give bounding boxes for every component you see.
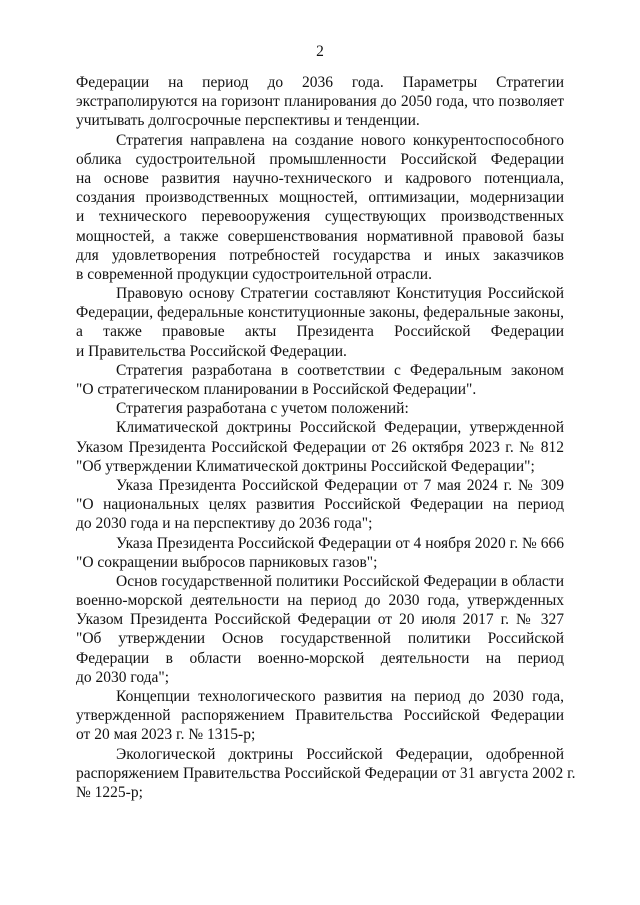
text-line: Федерации в области военно-морской деятельности на период: [76, 649, 564, 667]
text-line: в современной продукции судостроительной отрасли.: [76, 265, 432, 283]
text-line: "Об утверждении Климатической доктрины Российской Федерации";: [76, 457, 535, 475]
paragraph: [76, 284, 564, 361]
paragraph: [76, 534, 564, 572]
text-line: и Правительства Российской Федерации.: [76, 342, 347, 360]
document-body: [76, 73, 576, 802]
paragraph: [76, 687, 564, 745]
page-number: 2: [316, 43, 324, 60]
text-line: "О национальных целях развития Российской Федерации на период: [76, 496, 564, 514]
text-line: мощностей, а также совершенствования нормативной правовой базы: [76, 227, 564, 245]
text-line: Федерации на период до 2036 года. Параметры Стратегии: [76, 74, 564, 91]
paragraph: [76, 73, 564, 131]
text-line: и технического перевооружения существующих производственных: [76, 208, 564, 226]
text-line: на основе развития научно-технического и кадрового потенциала,: [76, 169, 564, 187]
text-line: "Об утверждении Основ государственной политики Российской: [76, 630, 564, 648]
text-line: Указа Президента Российской Федерации от 4 ноября 2020 г. № 666: [116, 534, 564, 552]
text-line: экстраполируются на горизонт планирования до 2050 года, что позволяет: [76, 93, 564, 111]
paragraph: [76, 361, 564, 399]
text-line: "О сокращении выбросов парниковых газов";: [76, 553, 378, 571]
text-line: утвержденной распоряжением Правительства Российской Федерации: [76, 707, 564, 725]
text-line: Указа Президента Российской Федерации от 7 мая 2024 г. № 309: [116, 476, 564, 494]
text-line: Концепции технологического развития на период до 2030 года,: [116, 688, 564, 705]
text-line: военно-морской деятельности на период до 2030 года, утвержденных: [76, 592, 564, 610]
paragraph: [76, 418, 564, 476]
text-line: Указом Президента Российской Федерации от 26 октября 2023 г. № 812: [76, 438, 564, 456]
text-line: а также правовые акты Президента Российской Федерации: [76, 323, 564, 341]
text-line: учитывать долгосрочные перспективы и тенденции.: [76, 112, 420, 130]
text-line: Климатической доктрины Российской Федерации, утвержденной: [116, 419, 564, 437]
paragraph: [76, 476, 564, 534]
text-line: "О стратегическом планировании в Российской Федерации".: [76, 381, 477, 398]
text-line: Указом Президента Российской Федерации от 20 июля 2017 г. № 327: [76, 611, 564, 629]
text-line: № 1225-р;: [76, 783, 143, 801]
text-line: Стратегия направлена на создание нового конкурентоспособного: [116, 131, 564, 149]
text-line: Основ государственной политики Российской Федерации в области: [116, 572, 564, 590]
paragraph: [76, 745, 576, 803]
paragraph: [76, 572, 564, 687]
text-line: для удовлетворения потребностей государства и иных заказчиков: [76, 246, 564, 264]
text-line: создания производственных мощностей, оптимизации, модернизации: [76, 189, 564, 207]
text-line: до 2030 года и на перспективу до 2036 года";: [76, 515, 373, 533]
text-line: Правовую основу Стратегии составляют Конституция Российской: [116, 285, 564, 303]
text-line: от 20 мая 2023 г. № 1315-р;: [76, 726, 256, 744]
paragraph: [76, 399, 564, 418]
text-line: Экологической доктрины Российской Федерации, одобренной: [116, 745, 564, 763]
text-line: до 2030 года";: [76, 668, 170, 686]
text-line: Стратегия разработана в соответствии с Федеральным законом: [116, 361, 564, 379]
text-line: Федерации, федеральные конституционные законы, федеральные законы,: [76, 304, 564, 322]
text-line: распоряжением Правительства Российской Федерации от 31 августа 2002 г.: [76, 764, 576, 782]
text-line: облика судостроительной промышленности Российской Федерации: [76, 150, 564, 168]
text-line: Стратегия разработана с учетом положений:: [116, 400, 409, 418]
paragraph: [76, 131, 564, 285]
